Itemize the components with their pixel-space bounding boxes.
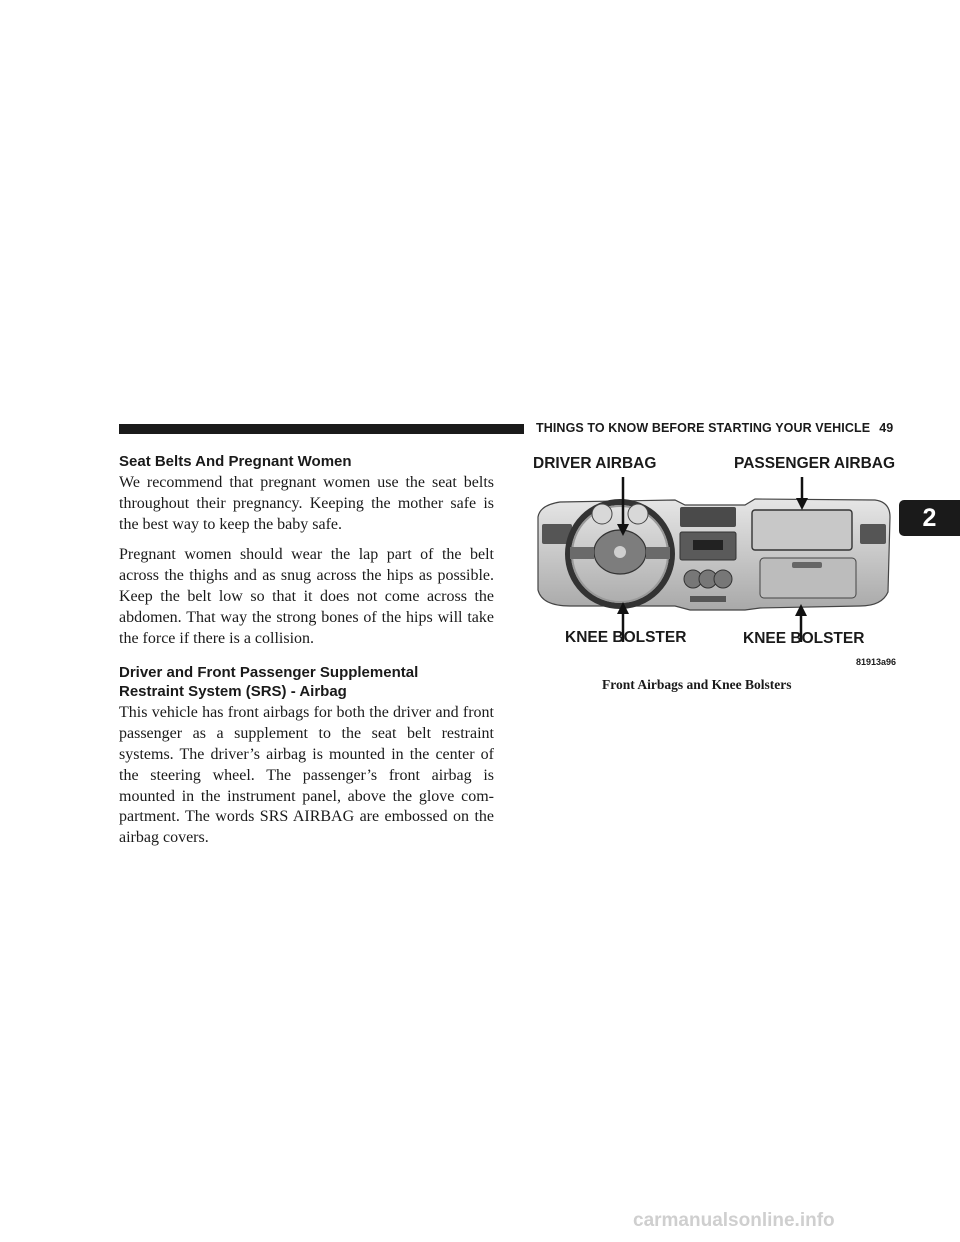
heading-line: Restraint System (SRS) - Airbag [119, 683, 347, 701]
running-header [536, 421, 893, 435]
label-driver-airbag: DRIVER AIRBAG [533, 455, 657, 472]
label-passenger-airbag: PASSENGER AIRBAG [734, 455, 896, 472]
paragraph: Pregnant women should wear the lap part of the belt across the thighs and as snug across the hips as possible. Keep the belt low so that it does not come across the abdomen. That way the strong bones of the hips will take the force if there is a collision. [119, 546, 494, 647]
chapter-tab: 2 [899, 500, 960, 536]
figure-code: 81913a96 [856, 657, 897, 667]
page-number: 49 [879, 421, 894, 435]
dashboard-illustration [530, 472, 900, 647]
figure-caption: Front Airbags and Knee Bolsters [602, 677, 792, 692]
airbag-figure [530, 452, 900, 702]
header-rule [119, 424, 524, 434]
heading-line: Driver and Front Passenger Supplemental [119, 664, 419, 682]
text-column [119, 452, 494, 859]
label-knee-bolster-right: KNEE BOLSTER [743, 630, 865, 647]
watermark: carmanualsonline.info [633, 1210, 835, 1231]
section-heading-srs [119, 663, 494, 701]
section-heading-pregnant: Seat Belts And Pregnant Women [119, 453, 352, 470]
label-knee-bolster-left: KNEE BOLSTER [565, 629, 687, 646]
paragraph: This vehicle has front airbags for both the driver and front passenger as a supplement to the seat belt restraint systems. The driver’s airbag is mounted in the center of the steering wheel. The passenger’s front airbag is mounted in the instrument panel, above the glove com-partment. The words SRS AIRBAG are embossed on the airbag covers. [119, 704, 494, 847]
paragraph: We recommend that pregnant women use the seat belts throughout their pregnancy. Keeping the mother safe is the best way to keep the baby safe. [119, 474, 494, 533]
header-title: THINGS TO KNOW BEFORE STARTING YOUR VEHICLE [536, 421, 871, 435]
